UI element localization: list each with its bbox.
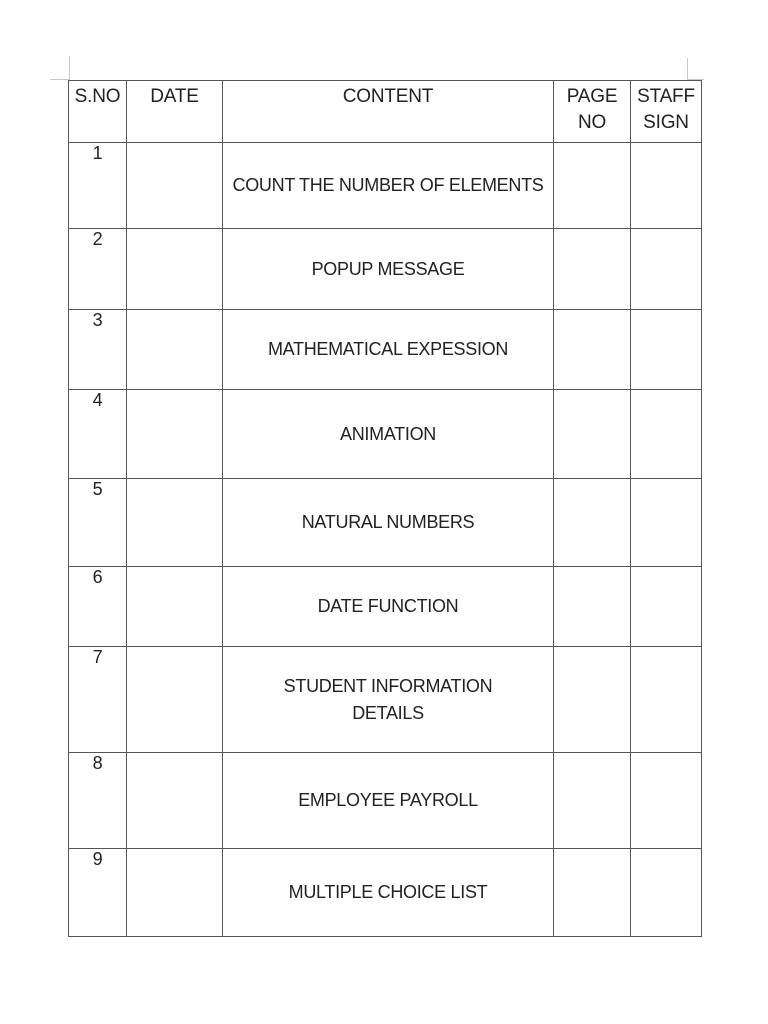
table-row	[69, 143, 702, 229]
sno-cell: 1	[69, 143, 127, 229]
content-cell	[223, 647, 554, 753]
header-page-no: PAGE NO	[554, 81, 631, 143]
table-row	[69, 753, 702, 849]
content-text: EMPLOYEE PAYROLL	[298, 790, 478, 810]
index-table	[68, 80, 702, 937]
sno-cell: 6	[69, 567, 127, 647]
staff-sign-cell	[631, 647, 702, 753]
content-text: STUDENT INFORMATION DETAILS	[283, 675, 493, 723]
content-cell	[223, 390, 554, 479]
header-sno: S.NO	[69, 81, 127, 143]
staff-sign-cell	[631, 479, 702, 567]
staff-sign-cell	[631, 229, 702, 310]
date-cell	[127, 647, 223, 753]
sno-cell: 7	[69, 647, 127, 753]
header-staff-sign: STAFF SIGN	[631, 81, 702, 143]
date-cell	[127, 229, 223, 310]
content-cell	[223, 310, 554, 390]
content-cell	[223, 143, 554, 229]
date-cell	[127, 390, 223, 479]
page-no-cell	[554, 229, 631, 310]
staff-sign-cell	[631, 310, 702, 390]
date-cell	[127, 849, 223, 937]
date-cell	[127, 310, 223, 390]
table-header-row	[69, 81, 702, 143]
date-cell	[127, 479, 223, 567]
staff-sign-cell	[631, 143, 702, 229]
table-row	[69, 390, 702, 479]
margin-mark	[50, 79, 70, 80]
table-row	[69, 479, 702, 567]
content-text: NATURAL NUMBERS	[301, 512, 475, 532]
sno-cell: 3	[69, 310, 127, 390]
table-row	[69, 647, 702, 753]
content-text: MATHEMATICAL EXPESSION	[267, 339, 509, 359]
content-cell	[223, 229, 554, 310]
page-no-cell	[554, 479, 631, 567]
table-row	[69, 229, 702, 310]
table-row	[69, 849, 702, 937]
date-cell	[127, 567, 223, 647]
sno-cell: 9	[69, 849, 127, 937]
content-cell	[223, 567, 554, 647]
margin-mark	[687, 58, 688, 80]
page-no-cell	[554, 390, 631, 479]
date-cell	[127, 753, 223, 849]
header-content: CONTENT	[223, 81, 554, 143]
page-no-cell	[554, 753, 631, 849]
content-text: ANIMATION	[340, 423, 436, 444]
sno-cell: 5	[69, 479, 127, 567]
table-row	[69, 567, 702, 647]
sno-cell: 8	[69, 753, 127, 849]
staff-sign-cell	[631, 849, 702, 937]
content-cell	[223, 753, 554, 849]
staff-sign-cell	[631, 390, 702, 479]
page-no-cell	[554, 310, 631, 390]
content-text: POPUP MESSAGE	[311, 258, 465, 279]
content-cell	[223, 479, 554, 567]
staff-sign-cell	[631, 753, 702, 849]
page-no-cell	[554, 567, 631, 647]
staff-sign-cell	[631, 567, 702, 647]
page-no-cell	[554, 647, 631, 753]
content-text: COUNT THE NUMBER OF ELEMENTS	[232, 175, 544, 195]
content-text: DATE FUNCTION	[317, 596, 459, 616]
content-text: MULTIPLE CHOICE LIST	[288, 882, 488, 902]
table-row	[69, 310, 702, 390]
page-no-cell	[554, 143, 631, 229]
sno-cell: 4	[69, 390, 127, 479]
page-no-cell	[554, 849, 631, 937]
margin-mark	[69, 56, 70, 80]
header-date: DATE	[127, 81, 223, 143]
sno-cell: 2	[69, 229, 127, 310]
content-cell	[223, 849, 554, 937]
date-cell	[127, 143, 223, 229]
